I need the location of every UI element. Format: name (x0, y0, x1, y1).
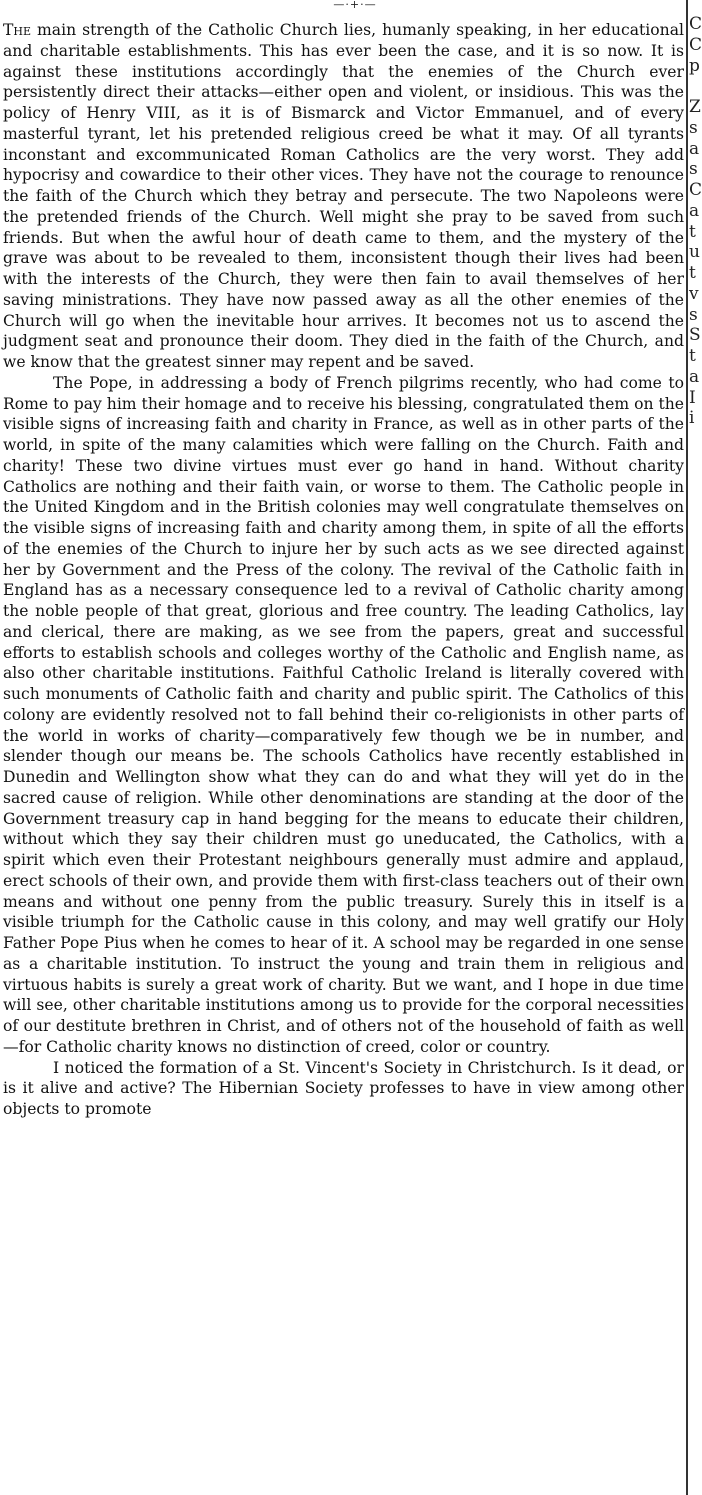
article-paragraph-2: The Pope, in addressing a body of French pilgrims recently, who had come to Rome to pay him their homage and to receive his blessing, congratulated them on the visible signs of increasing faith and charity in France, as well as in other parts of the world, in spite of the many calamities which were falling on the Church. Faith and charity! These two divine virtues must ever go hand in hand. Without charity Catholics are nothing and their faith vain, or worse to them. The Catholic people in the United Kingdom and in the British colonies may well congratulate themselves on the visible signs of increasing faith and charity among them, in spite of all the efforts of the enemies of the Church to injure her by such acts as we see directed against her by Government and the Press of the colony. The revival of the Catholic faith in England has as a necessary consequence led to a revival of Catholic charity among the noble people of that great, glorious and free country. The leading Catholics, lay and clerical, there are making, as we see from the papers, great and successful efforts to establish schools and colleges worthy of the Catholic and English name, as also other charitable institutions. Faithful Catholic Ireland is literally covered with such monuments of Catholic faith and charity and public spirit. The Catholics of this colony are evidently resolved not to fall behind their co-religionists in other parts of the world in works of charity—comparatively few though we be in number, and slender though our means be. The schools Catholics have recently established in Dunedin and Wellington show what they can do and what they will yet do in the sacred cause of religion. While other denominations are standing at the door of the Government treasury cap in hand begging for the means to educate their children, without which they say their children must go uneducated, the Catholics, with a spirit which even their Protestant neighbours generally must admire and applaud, erect schools of their own, and provide them with first-class teachers out of their own means and without one penny from the public treasury. Surely this in itself is a visible triumph for the Catholic cause in this colony, and may well gratify our Holy Father Pope Pius when he comes to hear of it. A school may be regarded in one sense as a charitable institution. To instruct the young and train them in religious and virtuous habits is surely a great work of charity. But we want, and I hope in due time will see, other charitable institutions among us to provide for the corporal necessities of our destitute brethren in Christ, and of others not of the household of faith as well—for Catholic charity knows no distinction of creed, color or country. (3, 373, 684, 1056)
edge-letter: a (689, 138, 700, 159)
column-divider-rule (686, 0, 688, 1495)
edge-letter (689, 76, 700, 97)
edge-letter: a (689, 366, 700, 387)
edge-letter: Z (689, 97, 701, 117)
edge-letter: t (689, 221, 696, 242)
edge-letter: t (689, 263, 696, 283)
edge-letter: C (689, 34, 702, 55)
edge-letter: t (689, 346, 696, 366)
article-column (3, 20, 684, 1495)
edge-letter: u (689, 242, 700, 263)
article-paragraph-3: I noticed the formation of a St. Vincent's Society in Christchurch. Is it dead, or is it alive and active? The Hibernian Society professes to have in view among other objects to promote (3, 1058, 684, 1118)
edge-letter: p (689, 55, 700, 76)
edge-letter: i (689, 408, 695, 429)
adjacent-column-edge (689, 14, 700, 1495)
edge-letter: I (689, 387, 696, 408)
edge-letter: C (689, 14, 702, 34)
paragraph-text: main strength of the Catholic Church lies, humanly speaking, in her educational and charitable establishments. This has ever been the case, and it is so now. It is against these institutions accordingly that the enemies of the Church ever persistently direct their attacks—either open and violent, or insidious. This was the policy of Henry VIII, as it is of Bismarck and Victor Emmanuel, and of every masterful tyrant, let his pretended religious creed be what it may. Of all tyrants inconstant and excommunicated Roman Catholics are the very worst. They add hypocrisy and cowardice to their other vices. They have not the courage to renounce the faith of the Church which they betray and persecute. The two Napoleons were the pretended friends of the Church. Well might she pray to be saved from such friends. But when the awful hour of death came to them, and the mystery of the grave was about to be revealed to them, inconsistent though their lives had been with the interests of the Church, they were then fain to avail themselves of her saving ministrations. They have now passed away as all the other enemies of the Church will go when the inevitable hour arrives. It becomes not us to ascend the judgment seat and pronounce their doom. They died in the faith of the Church, and we know that the greatest sinner may repent and be saved. (3, 21, 684, 371)
paragraph-lead-word: The (3, 21, 32, 39)
edge-letter: s (689, 304, 698, 325)
edge-letter: C (689, 180, 702, 200)
edge-letter: s (689, 117, 698, 138)
edge-letter: v (689, 283, 699, 304)
article-paragraph-1 (3, 20, 684, 373)
edge-letter: a (689, 200, 700, 221)
edge-letter: s (689, 159, 698, 180)
section-ornament: —·+·— (333, 0, 377, 11)
edge-letter: S (689, 325, 701, 346)
